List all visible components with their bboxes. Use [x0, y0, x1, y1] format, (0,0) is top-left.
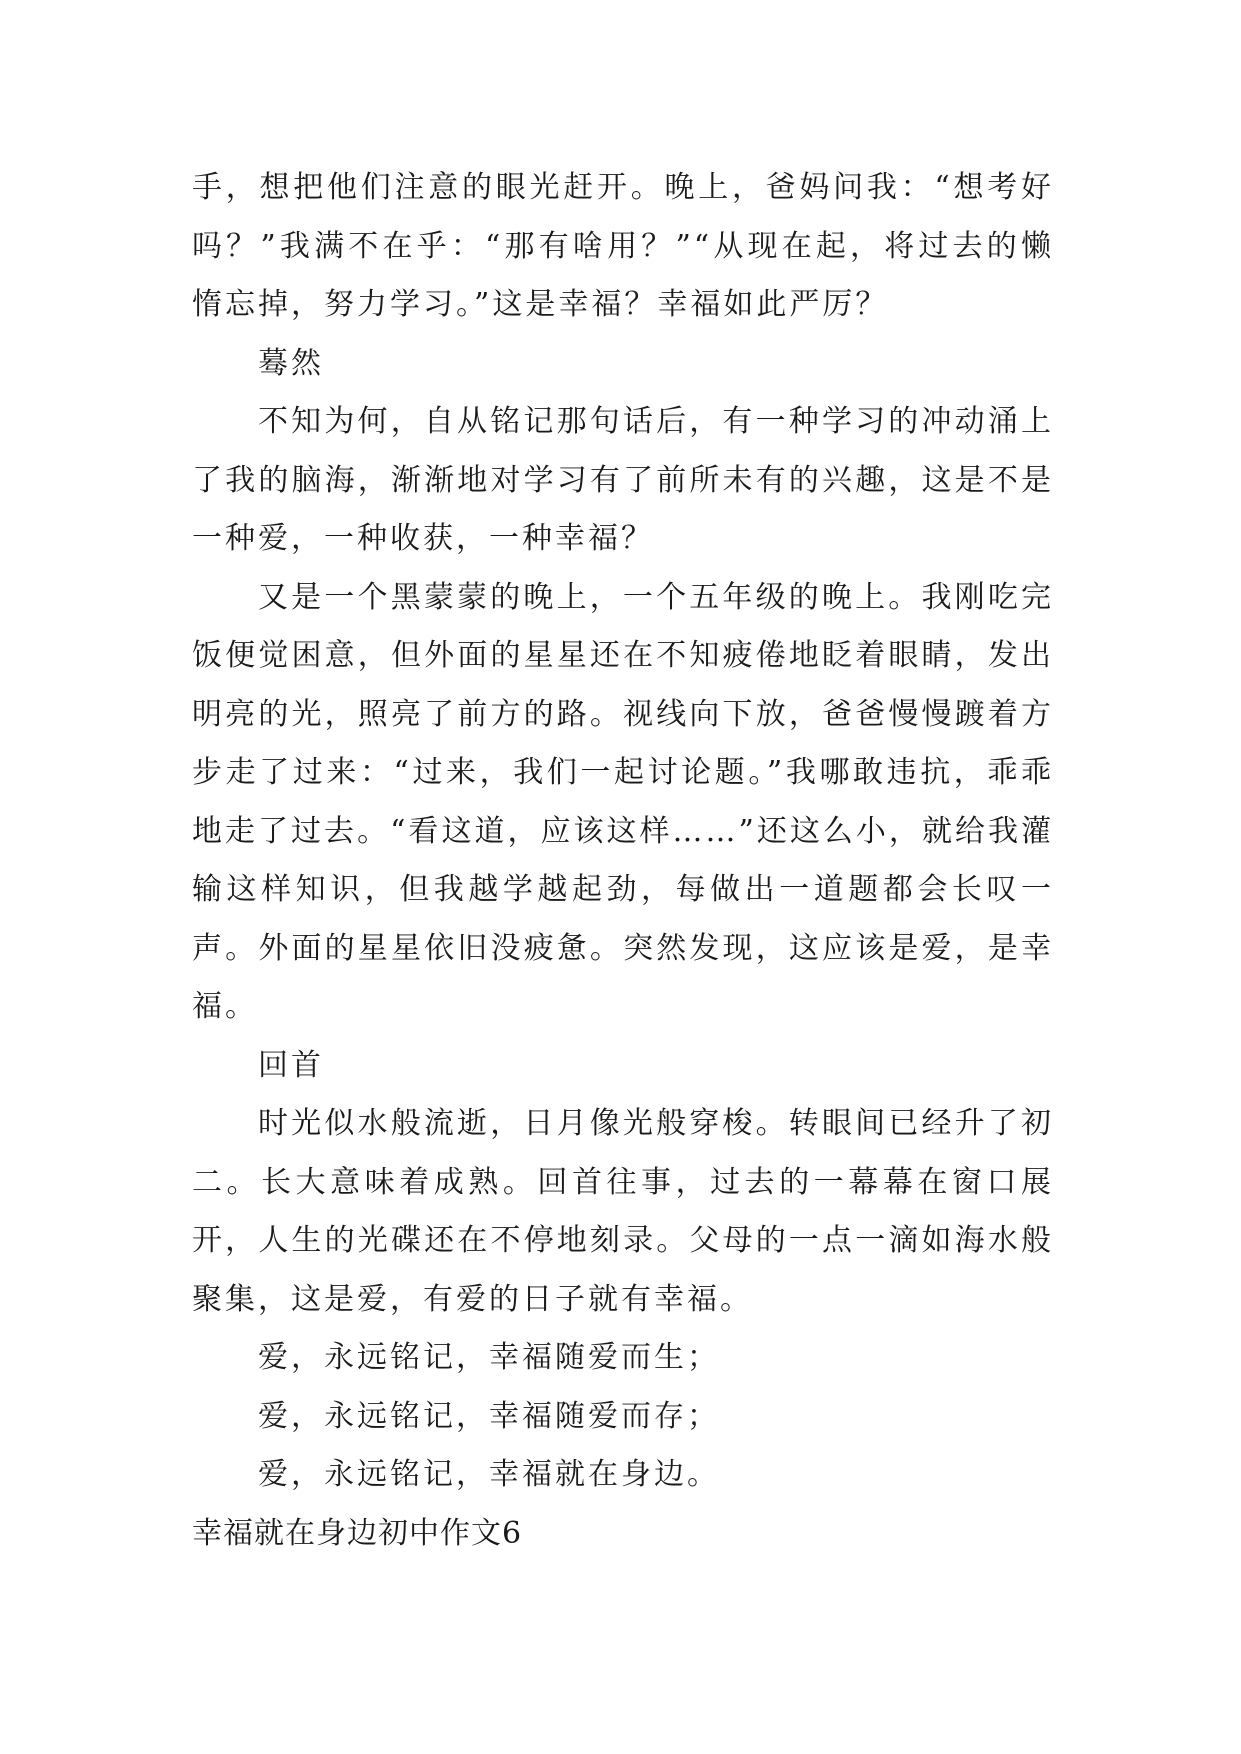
- closing-line-1: 爱，永远铭记，幸福随爱而生；: [258, 1340, 720, 1375]
- paragraph-continuation: 手，想把他们注意的眼光赶开。晚上，爸妈问我：“想考好吗？”我满不在乎：“那有啥用？”“从现在起，将过去的懒惰忘掉，努力学习。”这是幸福？幸福如此严厉？: [192, 170, 1054, 322]
- closing-line-3: 爱，永远铭记，幸福就在身边。: [258, 1457, 720, 1492]
- paragraph: 时光似水般流逝，日月像光般穿梭。转眼间已经升了初二。长大意味着成熟。回首往事，过去的一幕幕在窗口展开，人生的光碟还在不停地刻录。父母的一点一滴如海水般聚集，这是爱，有爱的日子就有幸福。: [192, 1106, 1054, 1317]
- next-essay-title: 幸福就在身边初中作文6: [192, 1515, 523, 1551]
- essay-body: [192, 159, 1054, 1563]
- paragraph: 不知为何，自从铭记那句话后，有一种学习的冲动涌上了我的脑海，渐渐地对学习有了前所未有的兴趣，这是不是一种爱，一种收获，一种幸福？: [192, 404, 1054, 556]
- section-heading-muran: 蓦然: [258, 345, 324, 381]
- closing-line-2: 爱，永远铭记，幸福随爱而存；: [258, 1398, 720, 1434]
- section-heading-huishou: 回首: [258, 1047, 324, 1083]
- paragraph: 又是一个黑蒙蒙的晚上，一个五年级的晚上。我刚吃完饭便觉困意，但外面的星星还在不知疲倦地眨着眼睛，发出明亮的光，照亮了前方的路。视线向下放，爸爸慢慢踱着方步走了过来：“过来，我们一起讨论题。”我哪敢违抗，乖乖地走了过去。“看这道，应该这样……”还这么小，就给我灌输这样知识，但我越学越起劲，每做出一道题都会长叹一声。外面的星星依旧没疲惫。突然发现，这应该是爱，是幸福。: [192, 579, 1054, 1024]
